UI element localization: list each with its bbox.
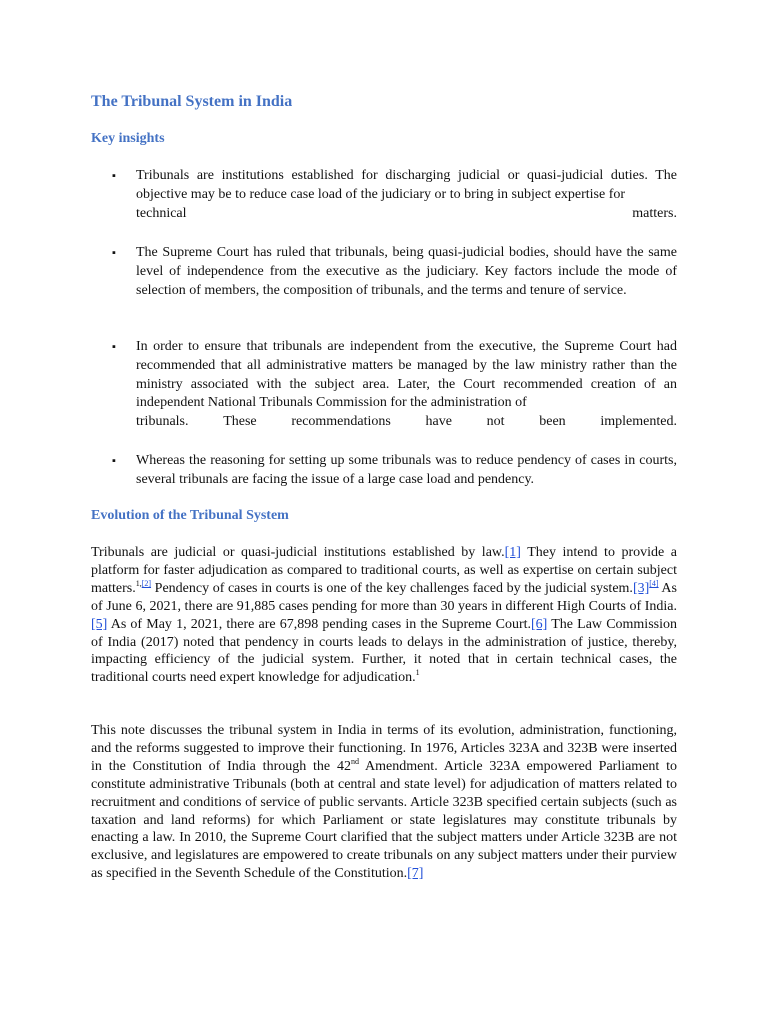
evolution-paragraph-1 <box>91 544 677 687</box>
footnote-link-4[interactable]: [4] <box>649 578 659 588</box>
insight-bullet-2 <box>112 244 677 300</box>
bullet-last-line <box>136 413 677 432</box>
bullet-word: not <box>486 414 505 430</box>
insight-bullet-4 <box>112 452 677 490</box>
footnote-number: 1, <box>135 578 142 588</box>
footnote-link-5[interactable]: [5] <box>91 616 108 632</box>
paragraph-text: As of June 6, 2021, there are 91,885 cases pending for more than 30 years in different High Courts of India. <box>91 580 677 614</box>
bullet-last-line <box>136 205 677 224</box>
paragraph-text: Tribunals are judicial or quasi-judicial institutions established by law. <box>91 545 505 560</box>
bullet-word: been <box>539 414 566 430</box>
bullet-mark: ▪ <box>112 455 116 467</box>
bullet-last-word-left: technical <box>136 205 187 221</box>
footnote-link-6[interactable]: [6] <box>531 616 548 632</box>
bullet-mark: ▪ <box>112 170 116 182</box>
bullet-text: In order to ensure that tribunals are independent from the executive, the Supreme Court had recommended that all administrative matters be managed by the law ministry rather than the ministry associated with the subject area. Later, the Court recommended creation of an independent National Tribunals Commission for the administration of <box>136 339 677 411</box>
document-title: The Tribunal System in India <box>91 93 293 110</box>
bullet-mark: ▪ <box>112 247 116 259</box>
bullet-word: recommendations <box>291 414 391 430</box>
footnote-superscript <box>649 579 658 588</box>
bullet-mark: ▪ <box>112 341 116 353</box>
footnote-link-7[interactable]: [7] <box>407 866 424 882</box>
insight-bullet-1 <box>112 167 677 223</box>
evolution-paragraph-2 <box>91 722 677 883</box>
bullet-last-word-right: matters. <box>632 205 677 221</box>
footnote-superscript <box>136 579 151 588</box>
paragraph-text: Pendency of cases in courts is one of the key challenges faced by the judicial system. <box>151 580 633 596</box>
footnote-link-1[interactable]: [1] <box>504 545 521 560</box>
paragraph-text: This note discusses the tribunal system in India in terms of its evolution, administration, functioning, and the reforms suggested to improve their functioning. In 1976, Articles 323A and 323B were inserted in the Constitution of India through the 42 <box>91 723 677 774</box>
paragraph-text: The Law Commission of India (2017) noted that pendency in courts leads to delays in the administration of justice, thereby, impacting efficiency of the judicial system. Further, it noted that in certain technical cases, the traditional courts need expert knowledge for adjudication. <box>91 616 677 686</box>
bullet-text: Whereas the reasoning for setting up some tribunals was to reduce pendency of cases in courts, several tribunals are facing the issue of a large case load and pendency. <box>136 453 677 487</box>
footnote-link-2[interactable]: [2] <box>141 578 152 588</box>
key-insights-heading: Key insights <box>91 131 165 146</box>
paragraph-text: As of May 1, 2021, there are 67,898 pending cases in the Supreme Court. <box>107 616 531 632</box>
bullet-word: These <box>223 414 257 430</box>
ordinal-superscript: nd <box>350 756 359 766</box>
bullet-text: The Supreme Court has ruled that tribunals, being quasi-judicial bodies, should have the same level of independence from the executive as the judiciary. Key factors include the mode of selection of members, the composition of tribunals, and the terms and tenure of service. <box>136 245 677 298</box>
bullet-word: implemented. <box>600 414 677 430</box>
evolution-heading: Evolution of the Tribunal System <box>91 508 289 523</box>
insight-bullet-3 <box>112 338 677 432</box>
bullet-word: tribunals. <box>136 414 189 430</box>
footnote-link-3[interactable]: [3] <box>632 580 650 596</box>
paragraph-text: They intend to provide a platform for faster adjudication as compared to traditional courts, as well as expertise on certain subject matters. <box>91 545 677 596</box>
paragraph-text: Amendment. Article 323A empowered Parliament to constitute administrative Tribunals (both at central and state level) for adjudication of matters related to recruitment and conditions of service of public servants. Article 323B specified certain subjects (such as taxation and land reforms) for which Parliament or state legislatures may constitute tribunals by enacting a law. In 2010, the Supreme Court clarified that the subject matters under Article 323B are not exclusive, and legislatures are empowered to create tribunals on any subject matters under their purview as specified in the Seventh Schedule of the Constitution. <box>91 758 677 882</box>
bullet-text: Tribunals are institutions established for discharging judicial or quasi-judicial duties. The objective may be to reduce case load of the judiciary or to bring in subject expertise for <box>136 168 677 202</box>
bullet-word: have <box>425 414 452 430</box>
footnote-superscript: 1 <box>415 668 420 678</box>
